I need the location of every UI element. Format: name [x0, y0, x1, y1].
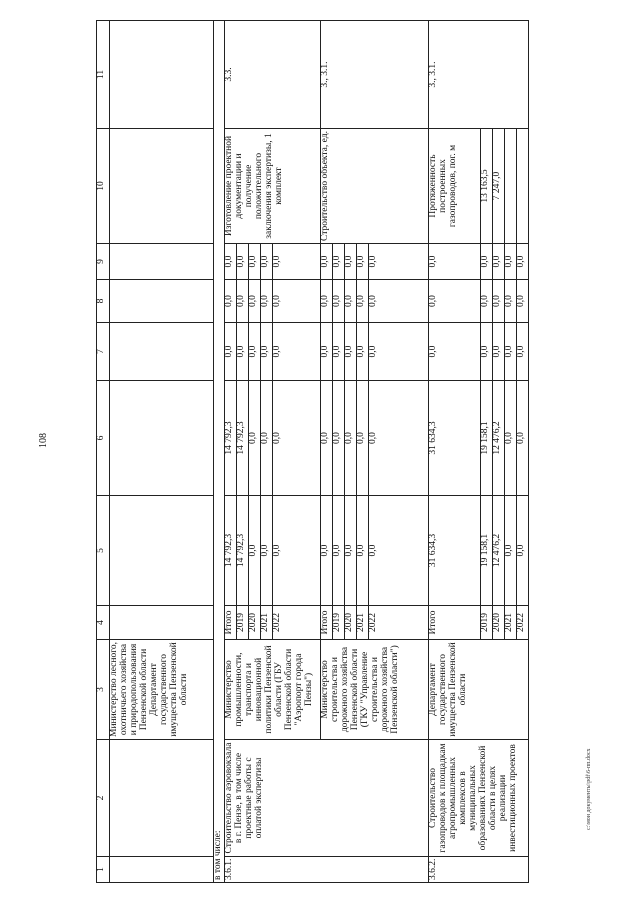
value-cell: 31 634,3 [428, 496, 480, 606]
year-cell: 2021 [504, 606, 516, 640]
measure-name: Строительство аэровокзала в г. Пензе, в том числе проектные работы с оплатой экспертизы [224, 740, 428, 857]
indicator-value [516, 129, 528, 244]
row-number: 3.6.1. [224, 857, 428, 883]
value-cell: 0,0 [428, 280, 480, 323]
value-cell: 0,0 [516, 280, 528, 323]
value-cell: 0,0 [480, 244, 492, 280]
value-cell: 0,0 [272, 496, 320, 606]
value-cell: 0,0 [428, 323, 480, 381]
value-cell: 0,0 [332, 496, 344, 606]
value-cell: 0,0 [344, 244, 356, 280]
value-cell: 0,0 [272, 381, 320, 496]
value-cell: 0,0 [504, 280, 516, 323]
value-cell: 0,0 [480, 280, 492, 323]
value-cell: 0,0 [248, 280, 260, 323]
footer-file-path: c:\мои документы\pdf\6-пп.docx [586, 748, 592, 830]
value-cell: 0,0 [248, 381, 260, 496]
value-cell: 0,0 [344, 280, 356, 323]
value-cell: 0,0 [492, 280, 504, 323]
column-number: 7 [97, 323, 110, 381]
column-number: 8 [97, 280, 110, 323]
value-cell: 0,0 [504, 496, 516, 606]
executor-cell: Министерство строительства и дорожного хозяйства Пензенской области (ГКУ "Управление строительства и дорожного хозяйства Пензенской области") [320, 640, 428, 740]
value-cell: 31 634,3 [428, 381, 480, 496]
value-cell: 0,0 [224, 244, 236, 280]
year-cell: 2019 [480, 606, 492, 640]
value-cell: 0,0 [492, 323, 504, 381]
value-cell: 0,0 [428, 244, 480, 280]
value-cell: 14 792,3 [236, 381, 248, 496]
value-cell: 0,0 [248, 496, 260, 606]
value-cell: 0,0 [260, 496, 272, 606]
year-cell: 2019 [236, 606, 248, 640]
value-cell: 0,0 [320, 280, 332, 323]
table-row [224, 21, 236, 883]
value-cell: 0,0 [332, 381, 344, 496]
value-cell: 0,0 [504, 323, 516, 381]
rotated-table-container [96, 21, 584, 883]
value-cell: 12 476,2 [492, 381, 504, 496]
value-cell: 0,0 [492, 244, 504, 280]
value-cell: 0,0 [356, 381, 368, 496]
value-cell: 0,0 [516, 323, 528, 381]
indicator-cell: Строительство объекта, ед. [320, 129, 428, 244]
year-cell: 2021 [356, 606, 368, 640]
value-cell: 0,0 [236, 323, 248, 381]
column-number: 9 [97, 244, 110, 280]
executor-cell: Министерство промышленности, транспорта и инновационной политики Пензенской области (ГБУ Пензенской области "Аэропорт города Пензы") [224, 640, 320, 740]
page-number: 108 [38, 433, 49, 448]
indicator-cell: Изготовление проектной документации и получение положительного заключения экспертизы, 1 комплект [224, 129, 320, 244]
reference-cell: 3.3. [224, 21, 320, 129]
executor-cell: Департамент государственного имущества Пензенской области [428, 640, 528, 740]
value-cell: 0,0 [320, 496, 332, 606]
year-cell: 2022 [272, 606, 320, 640]
year-cell: 2021 [260, 606, 272, 640]
reference-cell: 3., 3.1. [428, 21, 528, 129]
value-cell: 0,0 [248, 244, 260, 280]
column-number: 5 [97, 496, 110, 606]
value-cell: 0,0 [320, 381, 332, 496]
value-cell: 0,0 [504, 244, 516, 280]
value-cell: 0,0 [356, 280, 368, 323]
year-cell: Итого [428, 606, 480, 640]
value-cell: 0,0 [516, 381, 528, 496]
value-cell: 0,0 [332, 244, 344, 280]
indicator-title: Протяженность построенных газопроводов, пог. м [428, 129, 480, 244]
year-cell: 2020 [492, 606, 504, 640]
year-cell: Итого [224, 606, 236, 640]
year-cell: Итого [320, 606, 332, 640]
column-number: 4 [97, 606, 110, 640]
value-cell: 0,0 [368, 323, 428, 381]
value-cell: 0,0 [272, 244, 320, 280]
value-cell: 0,0 [356, 496, 368, 606]
value-cell: 0,0 [320, 244, 332, 280]
value-cell: 0,0 [260, 381, 272, 496]
value-cell: 0,0 [344, 496, 356, 606]
column-number: 1 [97, 857, 110, 883]
value-cell: 0,0 [504, 381, 516, 496]
value-cell: 0,0 [236, 280, 248, 323]
indicator-value [504, 129, 516, 244]
value-cell: 0,0 [368, 496, 428, 606]
value-cell: 0,0 [272, 323, 320, 381]
measure-name: Строительство газопроводов к площадкам агропромышленных комплексов в муниципальных образованиях Пензенской области в целях реализации инвестиционных проектов [428, 740, 528, 857]
column-number: 6 [97, 381, 110, 496]
value-cell: 0,0 [236, 244, 248, 280]
value-cell: 0,0 [272, 280, 320, 323]
value-cell: 0,0 [248, 323, 260, 381]
column-number: 10 [97, 129, 110, 244]
value-cell: 0,0 [332, 323, 344, 381]
value-cell: 0,0 [356, 244, 368, 280]
value-cell: 0,0 [368, 244, 428, 280]
value-cell: 0,0 [260, 280, 272, 323]
value-cell: 14 792,3 [224, 381, 236, 496]
year-cell: 2022 [516, 606, 528, 640]
value-cell: 12 476,2 [492, 496, 504, 606]
year-cell: 2020 [344, 606, 356, 640]
year-cell: 2019 [332, 606, 344, 640]
column-number: 3 [97, 640, 110, 740]
value-cell: 0,0 [516, 496, 528, 606]
value-cell: 19 158,1 [480, 496, 492, 606]
value-cell: 0,0 [344, 323, 356, 381]
indicator-value: 13 163,5 [480, 129, 492, 244]
program-table [96, 20, 529, 883]
year-cell: 2022 [368, 606, 428, 640]
column-number-row [97, 21, 110, 883]
value-cell: 0,0 [224, 280, 236, 323]
row-number: 3.6.2. [428, 857, 528, 883]
table-row [428, 21, 480, 883]
column-number: 11 [97, 21, 110, 129]
value-cell: 0,0 [260, 244, 272, 280]
top-executor-cell: Министерство лесного, охотничьего хозяйства и природопользования Пензенской области Департамент государственного имущества Пензенской области [110, 640, 214, 740]
including-label: в том числе: [214, 21, 225, 883]
including-row [214, 21, 225, 883]
value-cell: 0,0 [332, 280, 344, 323]
top-block-row [110, 21, 214, 883]
value-cell: 0,0 [368, 280, 428, 323]
value-cell: 14 792,3 [236, 496, 248, 606]
value-cell: 0,0 [480, 323, 492, 381]
year-cell: 2020 [248, 606, 260, 640]
value-cell: 0,0 [260, 323, 272, 381]
value-cell: 0,0 [224, 323, 236, 381]
reference-cell: 3., 3.1. [320, 21, 428, 129]
value-cell: 19 158,1 [480, 381, 492, 496]
value-cell: 0,0 [368, 381, 428, 496]
value-cell: 14 792,3 [224, 496, 236, 606]
value-cell: 0,0 [320, 323, 332, 381]
value-cell: 0,0 [356, 323, 368, 381]
column-number: 2 [97, 740, 110, 857]
value-cell: 0,0 [344, 381, 356, 496]
value-cell: 0,0 [516, 244, 528, 280]
indicator-value: 7 247,0 [492, 129, 504, 244]
